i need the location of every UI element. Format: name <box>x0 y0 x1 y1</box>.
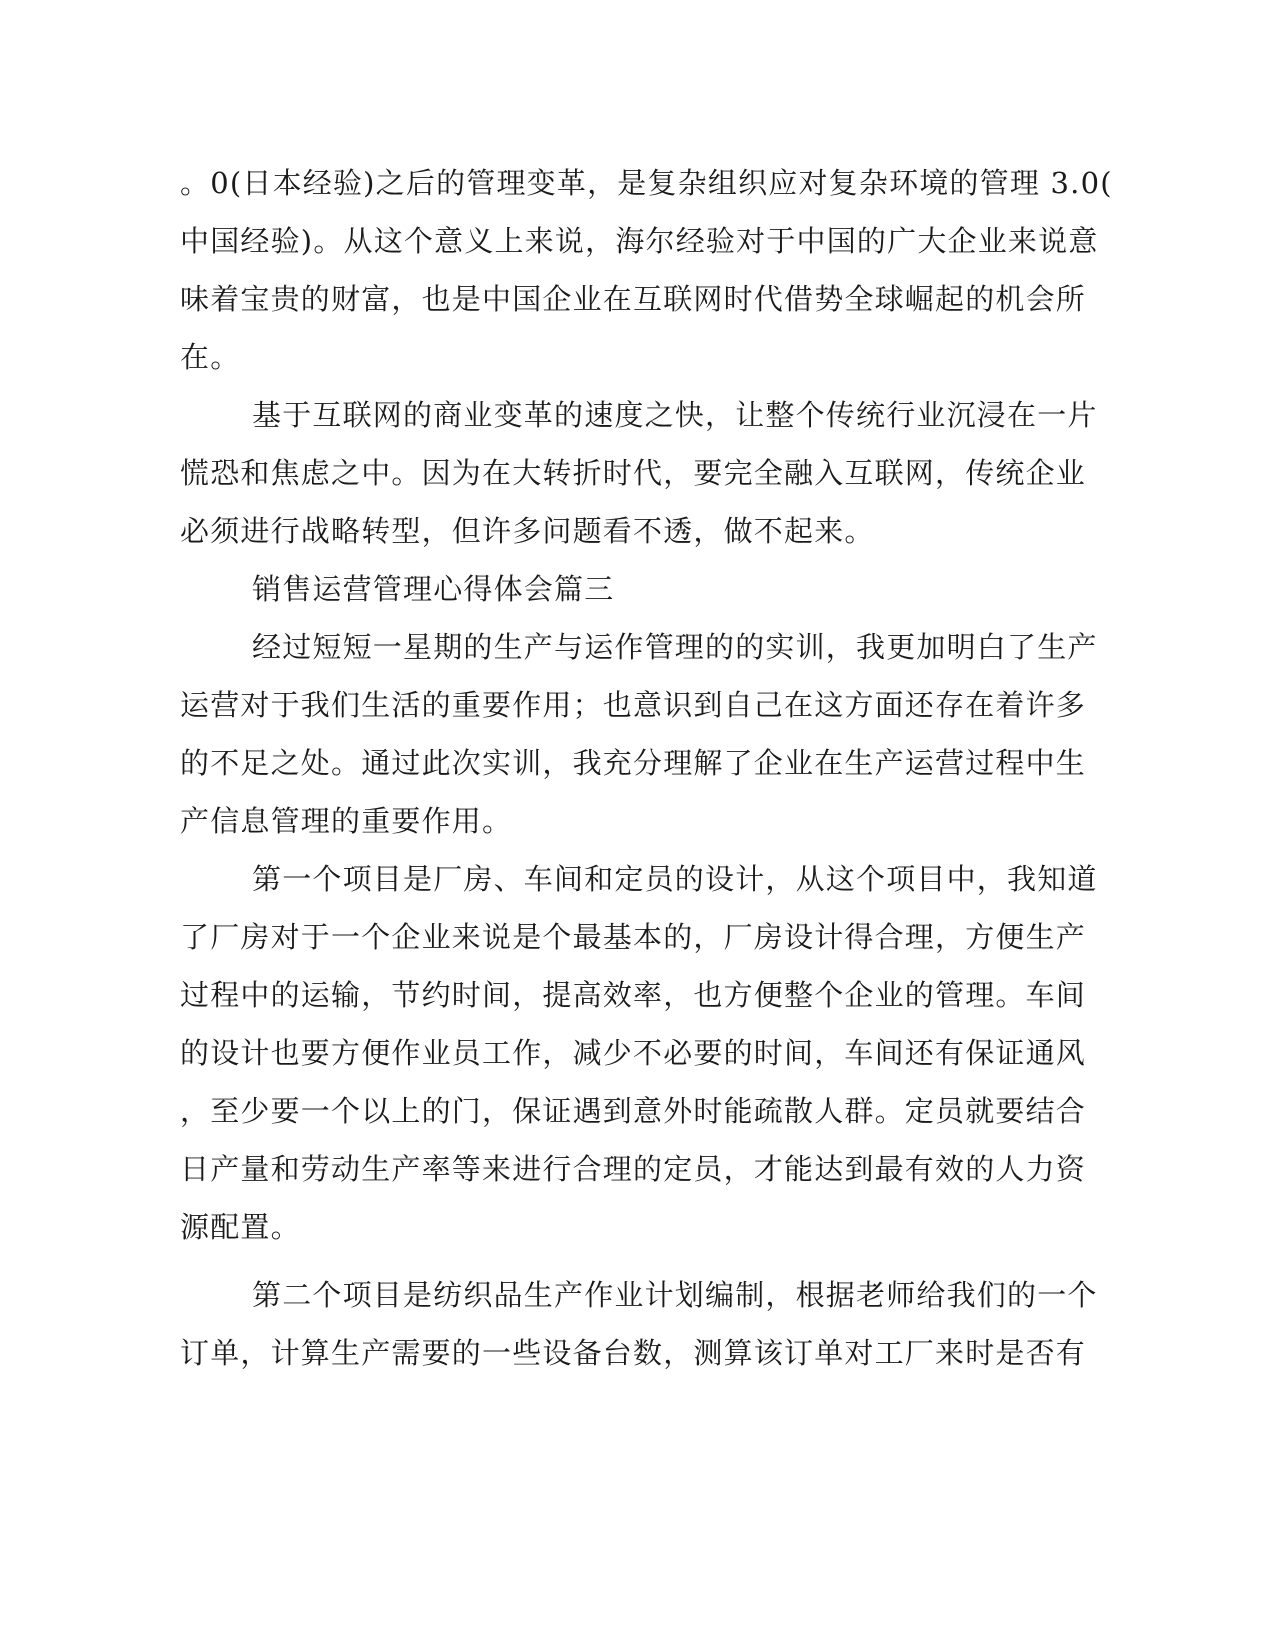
text-line-content: 订单，计算生产需要的一些设备台数，测算该订单对工厂来时是否有 <box>180 1336 1087 1370</box>
text-line <box>0 390 1275 440</box>
section-heading-text: 销售运营管理心得体会篇三 <box>252 572 615 606</box>
text-line-content: 运营对于我们生活的重要作用；也意识到自己在这方面还存在着许多 <box>180 688 1087 722</box>
text-line-content: 基于互联网的商业变革的速度之快，让整个传统行业沉浸在一片 <box>252 398 1098 432</box>
text-line <box>0 332 1275 382</box>
text-line-content: 第二个项目是纺织品生产作业计划编制，根据老师给我们的一个 <box>252 1278 1098 1312</box>
text-line-content: 必须进行战略转型，但许多问题看不透，做不起来。 <box>180 514 875 548</box>
text-line <box>0 158 1275 208</box>
text-line-content: 过程中的运输，节约时间，提高效率，也方便整个企业的管理。车间 <box>180 978 1087 1012</box>
text-line <box>0 796 1275 846</box>
text-line-content: 产信息管理的重要作用。 <box>180 804 513 838</box>
text-line-content: 日产量和劳动生产率等来进行合理的定员，才能达到最有效的人力资 <box>180 1152 1087 1186</box>
text-line <box>0 1202 1275 1252</box>
text-line-content: 慌恐和焦虑之中。因为在大转折时代，要完全融入互联网，传统企业 <box>180 456 1087 490</box>
text-line <box>0 738 1275 788</box>
text-line-content: 在。 <box>180 340 241 374</box>
section-heading <box>0 564 1275 614</box>
text-line-content: 中国经验)。从这个意义上来说，海尔经验对于中国的广大企业来说意 <box>180 224 1099 258</box>
text-line <box>0 1328 1275 1378</box>
text-line-content: 味着宝贵的财富，也是中国企业在互联网时代借势全球崛起的机会所 <box>180 282 1087 316</box>
text-line <box>0 680 1275 730</box>
text-line <box>0 970 1275 1020</box>
text-line <box>0 912 1275 962</box>
text-line-content: 。0(日本经验)之后的管理变革，是复杂组织应对复杂环境的管理 3.0( <box>180 166 1113 200</box>
text-line <box>0 1270 1275 1320</box>
text-line-content: ，至少要一个以上的门，保证遇到意外时能疏散人群。定员就要结合 <box>180 1094 1087 1128</box>
text-line <box>0 854 1275 904</box>
text-line-content: 经过短短一星期的生产与运作管理的的实训，我更加明白了生产 <box>252 630 1098 664</box>
text-line-content: 的设计也要方便作业员工作，减少不必要的时间，车间还有保证通风 <box>180 1036 1087 1070</box>
text-line <box>0 274 1275 324</box>
text-line <box>0 622 1275 672</box>
text-line <box>0 506 1275 556</box>
text-line <box>0 448 1275 498</box>
text-line <box>0 1086 1275 1136</box>
text-line <box>0 1028 1275 1078</box>
text-line <box>0 216 1275 266</box>
text-line <box>0 1144 1275 1194</box>
text-line-content: 了厂房对于一个企业来说是个最基本的，厂房设计得合理，方便生产 <box>180 920 1087 954</box>
text-line-content: 的不足之处。通过此次实训，我充分理解了企业在生产运营过程中生 <box>180 746 1087 780</box>
text-line-content: 第一个项目是厂房、车间和定员的设计，从这个项目中，我知道 <box>252 862 1098 896</box>
text-line-content: 源配置。 <box>180 1210 301 1244</box>
